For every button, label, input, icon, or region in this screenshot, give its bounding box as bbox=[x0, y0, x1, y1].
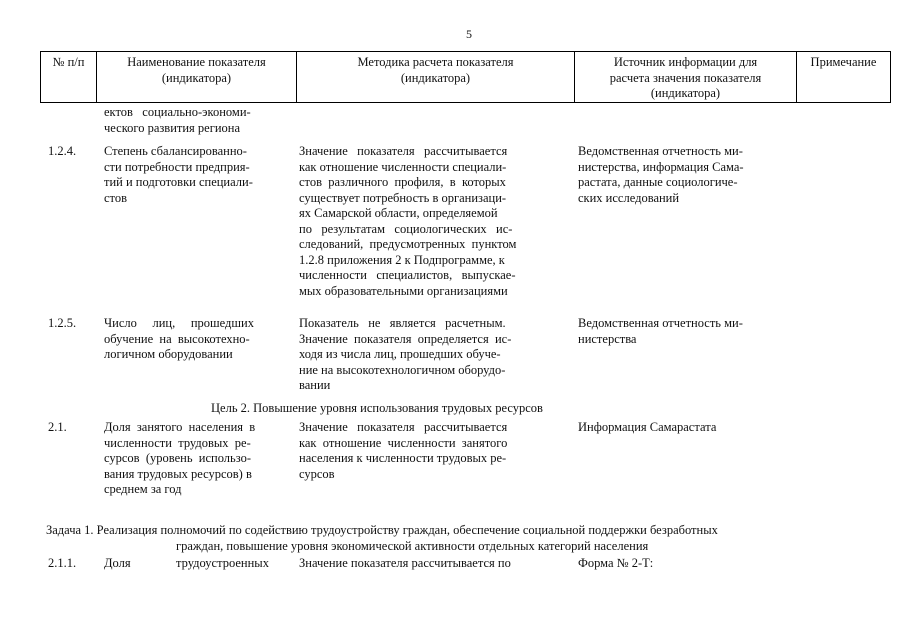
header-col-source: Источник информации для расчета значения показателя (индикатора) bbox=[575, 52, 797, 103]
indicator-name-part-b: трудоустроенных bbox=[176, 556, 269, 570]
row-number: 2.1. bbox=[48, 420, 67, 434]
header-col-name: Наименование показателя (индикатора) bbox=[97, 52, 297, 103]
header-col-no: № п/п bbox=[41, 52, 97, 103]
calculation-method: Значение показателя рассчитывается как отношение численности занятого населения к численности трудовых ре- сурсов bbox=[299, 420, 508, 481]
row-number: 2.1.1. bbox=[48, 556, 77, 570]
goal-heading: Цель 2. Повышение уровня использования трудовых ресурсов bbox=[211, 401, 543, 415]
row-number: 1.2.5. bbox=[48, 316, 77, 330]
calculation-method: Значение показателя рассчитывается как отношение численности специали- стов различного профиля, в которых существует потребность в организаци- ях Самарской области, определяемой по результатам социологических ис- следований, предусмотренных пунктом 1.2.8 приложения 2 к Подпрограмме, к численности специалистов, выпускае- мых образовательными организациями bbox=[299, 144, 517, 298]
header-col-note: Примечание bbox=[797, 52, 891, 103]
indicator-name: Доля занятого населения в численности трудовых ре- сурсов (уровень использо- вания трудовых ресурсов) в среднем за год bbox=[104, 420, 256, 496]
indicator-name-part-a: Доля bbox=[104, 556, 131, 570]
row-number: 1.2.4. bbox=[48, 144, 77, 158]
calculation-method: Значение показателя рассчитывается по bbox=[299, 556, 511, 570]
information-source: Информация Самарастата bbox=[578, 420, 717, 434]
indicator-name: Число лиц, прошедших обучение на высокотехно- логичном оборудовании bbox=[104, 316, 254, 361]
table-header bbox=[40, 51, 891, 103]
header-col-method: Методика расчета показателя (индикатора) bbox=[297, 52, 575, 103]
indicator-name: Степень сбалансированно- сти потребности предприя- тий и подготовки специали- стов bbox=[104, 144, 253, 205]
task-heading-line2: граждан, повышение уровня экономической активности отдельных категорий населения bbox=[176, 539, 649, 553]
information-source: Ведомственная отчетность ми- нистерства bbox=[578, 316, 743, 346]
calculation-method: Показатель не является расчетным. Значение показателя определяется ис- ходя из числа лиц, прошедших обуче- ние на высокотехнологичном оборудо- вании bbox=[299, 316, 512, 392]
information-source: Форма № 2-Т: bbox=[578, 556, 654, 570]
information-source: Ведомственная отчетность ми- нистерства, информация Сама- растата, данные социологиче- ских исследований bbox=[578, 144, 744, 205]
page-number: 5 bbox=[466, 27, 472, 41]
carryover-name: ектов социально-экономи- ческого развития региона bbox=[104, 105, 251, 135]
task-heading-line1: Задача 1. Реализация полномочий по содействию трудоустройству граждан, обеспечение социальной поддержки безработных bbox=[46, 523, 718, 537]
